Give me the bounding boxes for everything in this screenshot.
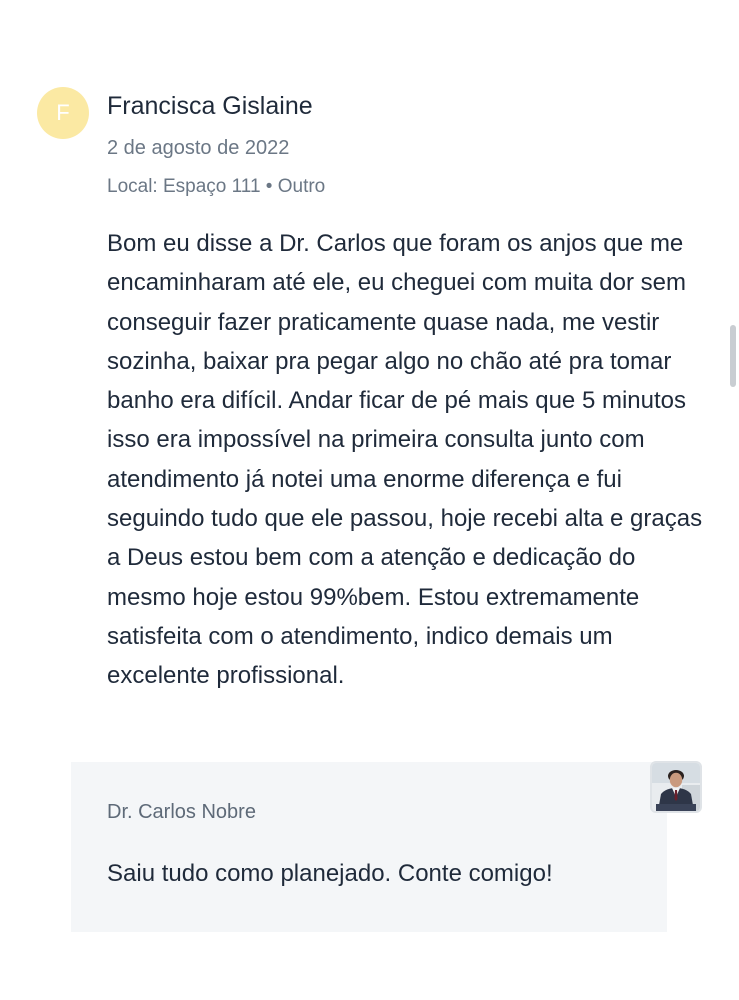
reviewer-avatar [37,87,89,139]
reviewer-name: Francisca Gislaine [107,92,313,120]
review-text: Bom eu disse a Dr. Carlos que foram os anjos que me encaminharam até ele, eu cheguei com muita dor sem conseguir fazer praticamente quase nada, me vestir sozinha, baixar pra pegar algo no chão até pra tomar banho era difícil. Andar ficar de pé mais que 5 minutos isso era impossível na primeira consulta junto com atendimento já notei uma enorme diferença e fui seguindo tudo que ele passou, hoje recebi alta e graças a Deus estou bem com a atenção e dedicação do mesmo hoje estou 99%bem. Estou extremamente satisfeita com o atendimento, indico demais um excelente profissional. [107,230,703,690]
reply-text: Saiu tudo como planejado. Conte comigo! [107,860,553,887]
review-location: Local: Espaço 111 • Outro [107,176,326,197]
scrollbar-thumb[interactable] [730,325,736,387]
review-date: 2 de agosto de 2022 [107,137,290,159]
reply-author: Dr. Carlos Nobre [107,801,256,823]
doctor-photo-icon [650,761,702,813]
doctor-reply-box [71,762,667,932]
avatar-initial: F [56,100,70,125]
